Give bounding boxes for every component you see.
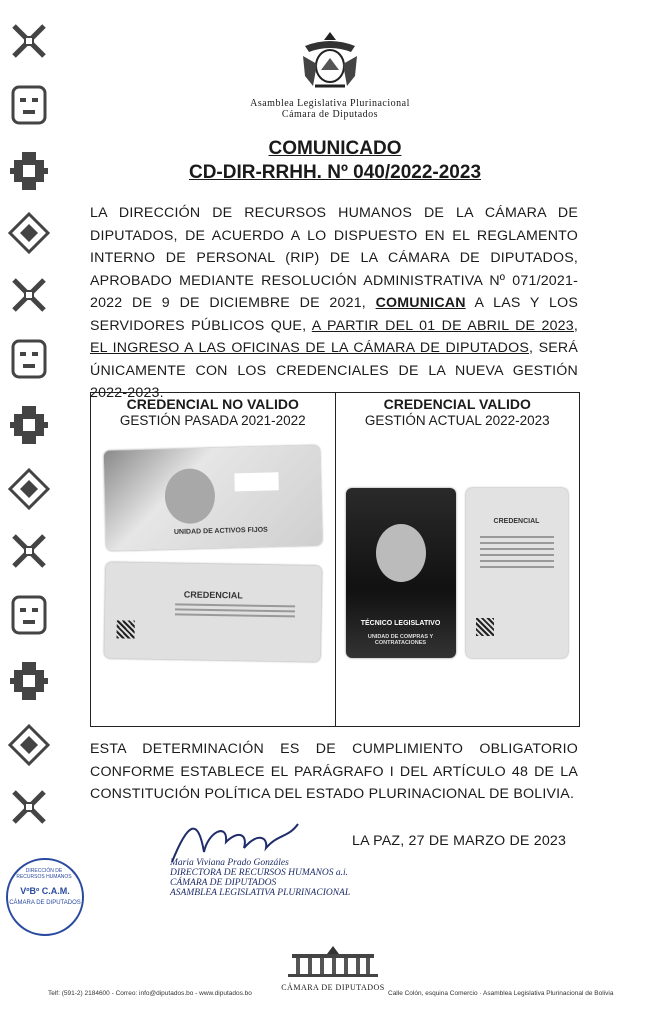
valid-credential-subtitle: GESTIÓN ACTUAL 2022-2023 [364, 413, 550, 428]
congress-building-icon [272, 944, 394, 978]
gear-pattern-icon [8, 660, 50, 702]
header-line-2: Cámara de Diputados [281, 109, 379, 120]
stamp-center-text: VºBº C.A.M. [20, 886, 70, 896]
paragraph-bold: COMUNICAN [375, 295, 466, 311]
gear-pattern-icon [8, 150, 50, 192]
header-line-1: Asamblea Legislativa Plurinacional [250, 98, 410, 109]
invalid-credential-cell [91, 393, 336, 727]
mask-icon [8, 84, 50, 126]
card-unit-label: UNIDAD DE ACTIVOS FIJOS [173, 526, 268, 537]
card-role-label: TÉCNICO LEGISLATIVO [360, 620, 441, 627]
signer-role: DIRECTORA DE RECURSOS HUMANOS a.i. [170, 868, 349, 878]
official-stamp [6, 858, 84, 936]
old-credential-front [104, 445, 323, 551]
coat-of-arms-icon [295, 28, 365, 94]
footer-logo-text: CÁMARA DE DIPUTADOS [281, 983, 385, 992]
cross-pattern-icon [8, 20, 50, 62]
old-credential-back [104, 562, 322, 662]
diamond-pattern-icon [8, 468, 50, 510]
diamond-pattern-icon [8, 724, 50, 766]
card-credential-label: CREDENCIAL [493, 518, 540, 525]
document-header [200, 28, 460, 120]
paragraph-underlined: A PARTIR DEL 01 DE ABRIL DE 2023, EL INGRESO A LAS OFICINAS DE LA CÁMARA DE DIPUTADOS [90, 317, 579, 356]
invalid-credential-subtitle: GESTIÓN PASADA 2021-2022 [119, 413, 306, 428]
gear-pattern-icon [8, 404, 50, 446]
document-date: LA PAZ, 27 DE MARZO DE 2023 [352, 833, 567, 849]
new-credential-front [346, 488, 456, 658]
photo-placeholder [164, 468, 215, 524]
closing-paragraph: ESTA DETERMINACIÓN ES DE CUMPLIMIENTO OBLIGATORIO CONFORME ESTABLECE EL PARÁGRAFO I DEL ARTÍCULO 48 DE LA CONSTITUCIÓN POLÍTICA DEL ESTADO PLURINACIONAL DE BOLIVIA. [90, 741, 578, 802]
qr-code-icon [476, 618, 494, 636]
cross-pattern-icon [8, 530, 50, 572]
stamp-bottom-text: CÁMARA DE DIPUTADOS [9, 900, 81, 906]
paragraph-text: LA DIRECCIÓN DE RECURSOS HUMANOS DE LA CÁMARA DE DIPUTADOS, DE ACUERDO A LO DISPUESTO EN EL REGLAMENTO INTERNO DE PERSONAL (RIP) DE LA CÁMARA DE DIPUTADOS, APROBADO MEDIANTE RESOLUCIÓN ADMINISTRATIVA Nº 071/2021-2022 DE 9 DE DICIEMBRE DE 2021, [90, 205, 578, 311]
new-credential-back [466, 488, 568, 658]
valid-credential-title: CREDENCIAL VALIDO [383, 396, 531, 412]
paragraph-text: , SERÁ ÚNICAMENTE CON LOS CREDENCIALES DE LA NUEVA GESTIÓN 2022-2023. [90, 340, 579, 401]
photo-placeholder [376, 524, 426, 582]
mask-icon [8, 594, 50, 636]
mask-icon [8, 338, 50, 380]
card-unit-label: UNIDAD DE COMPRAS Y CONTRATACIONES [367, 634, 434, 646]
signer-assembly: ASAMBLEA LEGISLATIVA PLURINACIONAL [170, 888, 351, 898]
main-paragraph [90, 202, 578, 405]
cross-pattern-icon [8, 274, 50, 316]
document-title: COMUNICADO [268, 138, 402, 159]
credential-comparison-table [90, 392, 580, 727]
signature-block [170, 858, 380, 898]
signer-name: Maria Viviana Prado Gonzáles [170, 858, 289, 868]
cross-pattern-icon [8, 786, 50, 828]
footer-contact: Telf: (591-2) 2184600 - Correo: info@diputados.bo - www.diputados.bo [48, 990, 252, 997]
document-reference: CD-DIR-RRHH. Nº 040/2022-2023 [188, 162, 482, 183]
signer-institution: CÁMARA DE DIPUTADOS [170, 878, 277, 888]
invalid-credential-title: CREDENCIAL NO VALIDO [126, 396, 299, 412]
stamp-ring-text: DIRECCIÓN DE RECURSOS HUMANOS [16, 868, 72, 880]
qr-code-icon [117, 620, 135, 638]
footer-address: Calle Colón, esquina Comercio · Asamblea Legislativa Plurinacional de Bolivia [388, 990, 614, 997]
paragraph-text: A LAS Y LOS SERVIDORES PÚBLICOS QUE, [90, 295, 578, 334]
valid-credential-cell [335, 393, 580, 727]
card-credential-label: CREDENCIAL [183, 589, 243, 601]
card-text-lines [480, 536, 554, 538]
card-text-lines [175, 603, 295, 607]
footer-logo [272, 944, 394, 992]
redacted-area [234, 472, 278, 491]
diamond-pattern-icon [8, 212, 50, 254]
